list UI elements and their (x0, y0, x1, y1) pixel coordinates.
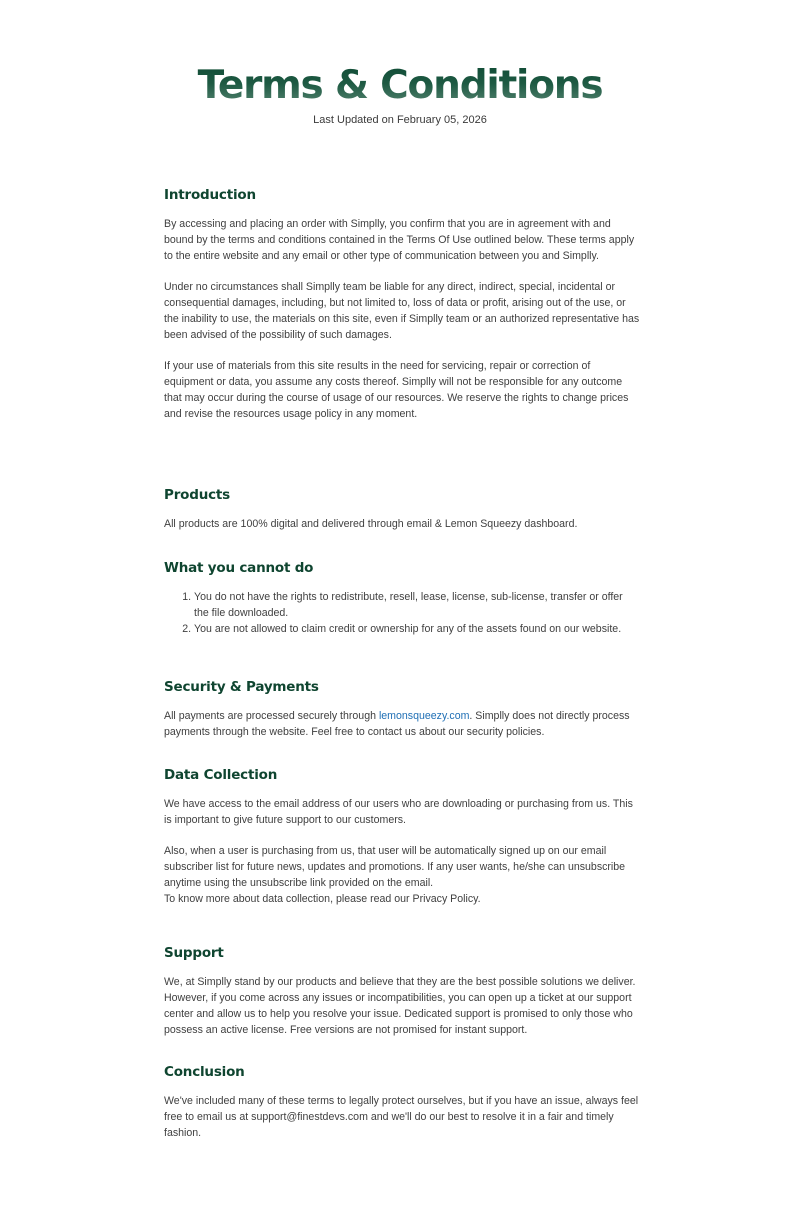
products-heading: Products (164, 487, 230, 503)
page-header (0, 62, 800, 127)
cannot-do-heading: What you cannot do (164, 560, 314, 576)
list-item: 2. You are not allowed to claim credit or ownership for any of the assets found on our website. (194, 621, 640, 637)
security-paragraph (164, 708, 640, 740)
section-data-collection (164, 766, 640, 907)
section-conclusion (164, 1063, 640, 1141)
list-item: 1. You do not have the rights to redistribute, resell, lease, license, sub-license, transfer or offer the file downloaded. (194, 589, 640, 621)
section-products (164, 486, 640, 532)
last-updated-date: Last Updated on February 05, 2026 (313, 114, 487, 126)
section-support (164, 944, 640, 1038)
page-title: Terms & Conditions (0, 62, 800, 110)
conclusion-paragraph: We've included many of these terms to legally protect ourselves, but if you have an issue, always feel free to email us at support@finestdevs.com and we'll do our best to resolve it in a fair and timely fashion. (164, 1095, 639, 1139)
data-collection-paragraph-3: To know more about data collection, please read our Privacy Policy. (164, 893, 481, 905)
conclusion-heading: Conclusion (164, 1064, 245, 1080)
lemonsqueezy-link[interactable]: lemonsqueezy.com (378, 710, 470, 722)
support-paragraph: We, at Simplly stand by our products and believe that they are the best possible solutions we deliver. However, if you come across any issues or incompatibilities, you can open up a ticket at our support center and allow us to help you resolve your issue. Dedicated support is promised to only those who possess an active license. Free versions are not promised for instant support. (164, 976, 636, 1036)
security-heading: Security & Payments (164, 679, 319, 695)
cannot-do-list (164, 589, 640, 637)
section-cannot-do (164, 559, 640, 637)
introduction-paragraph-2: Under no circumstances shall Simplly team be liable for any direct, indirect, special, incidental or consequential damages, including, but not limited to, loss of data or profit, arising out of the use, or the inability to use, the materials on this site, even if Simplly team or an authorized representative has been advised of the possibility of such damages. (164, 281, 640, 341)
data-collection-paragraph-1: We have access to the email address of our users who are downloading or purchasing from us. This is important to give future support to our customers. (164, 798, 633, 826)
introduction-heading: Introduction (164, 187, 256, 203)
data-collection-heading: Data Collection (164, 767, 278, 783)
products-paragraph: All products are 100% digital and delivered through email & Lemon Squeezy dashboard. (164, 518, 578, 530)
support-heading: Support (164, 945, 224, 961)
security-text-start: All payments are processed securely through (164, 710, 379, 722)
introduction-paragraph-1: By accessing and placing an order with Simplly, you confirm that you are in agreement with and bound by the terms and conditions contained in the Terms Of Use outlined below. These terms apply to the entire website and any email or other type of communication between you and Simplly. (164, 218, 635, 262)
section-introduction (164, 186, 640, 422)
data-collection-paragraph-2: Also, when a user is purchasing from us, that user will be automatically signed up on our email subscriber list for future news, updates and promotions. If any user wants, he/she can unsubscribe anytime using the unsubscribe link provided on the email. (164, 845, 626, 889)
section-security-payments (164, 678, 640, 740)
introduction-paragraph-3: If your use of materials from this site results in the need for servicing, repair or correction of equipment or data, you assume any costs thereof. Simplly will not be responsible for any outcome that may occur during the course of usage of our resources. We reserve the rights to change prices and revise the resources usage policy in any moment. (164, 360, 629, 420)
security-text-end: . Simplly does not directly process payments through the website. Feel free to contact us about our security policies. (164, 710, 630, 738)
